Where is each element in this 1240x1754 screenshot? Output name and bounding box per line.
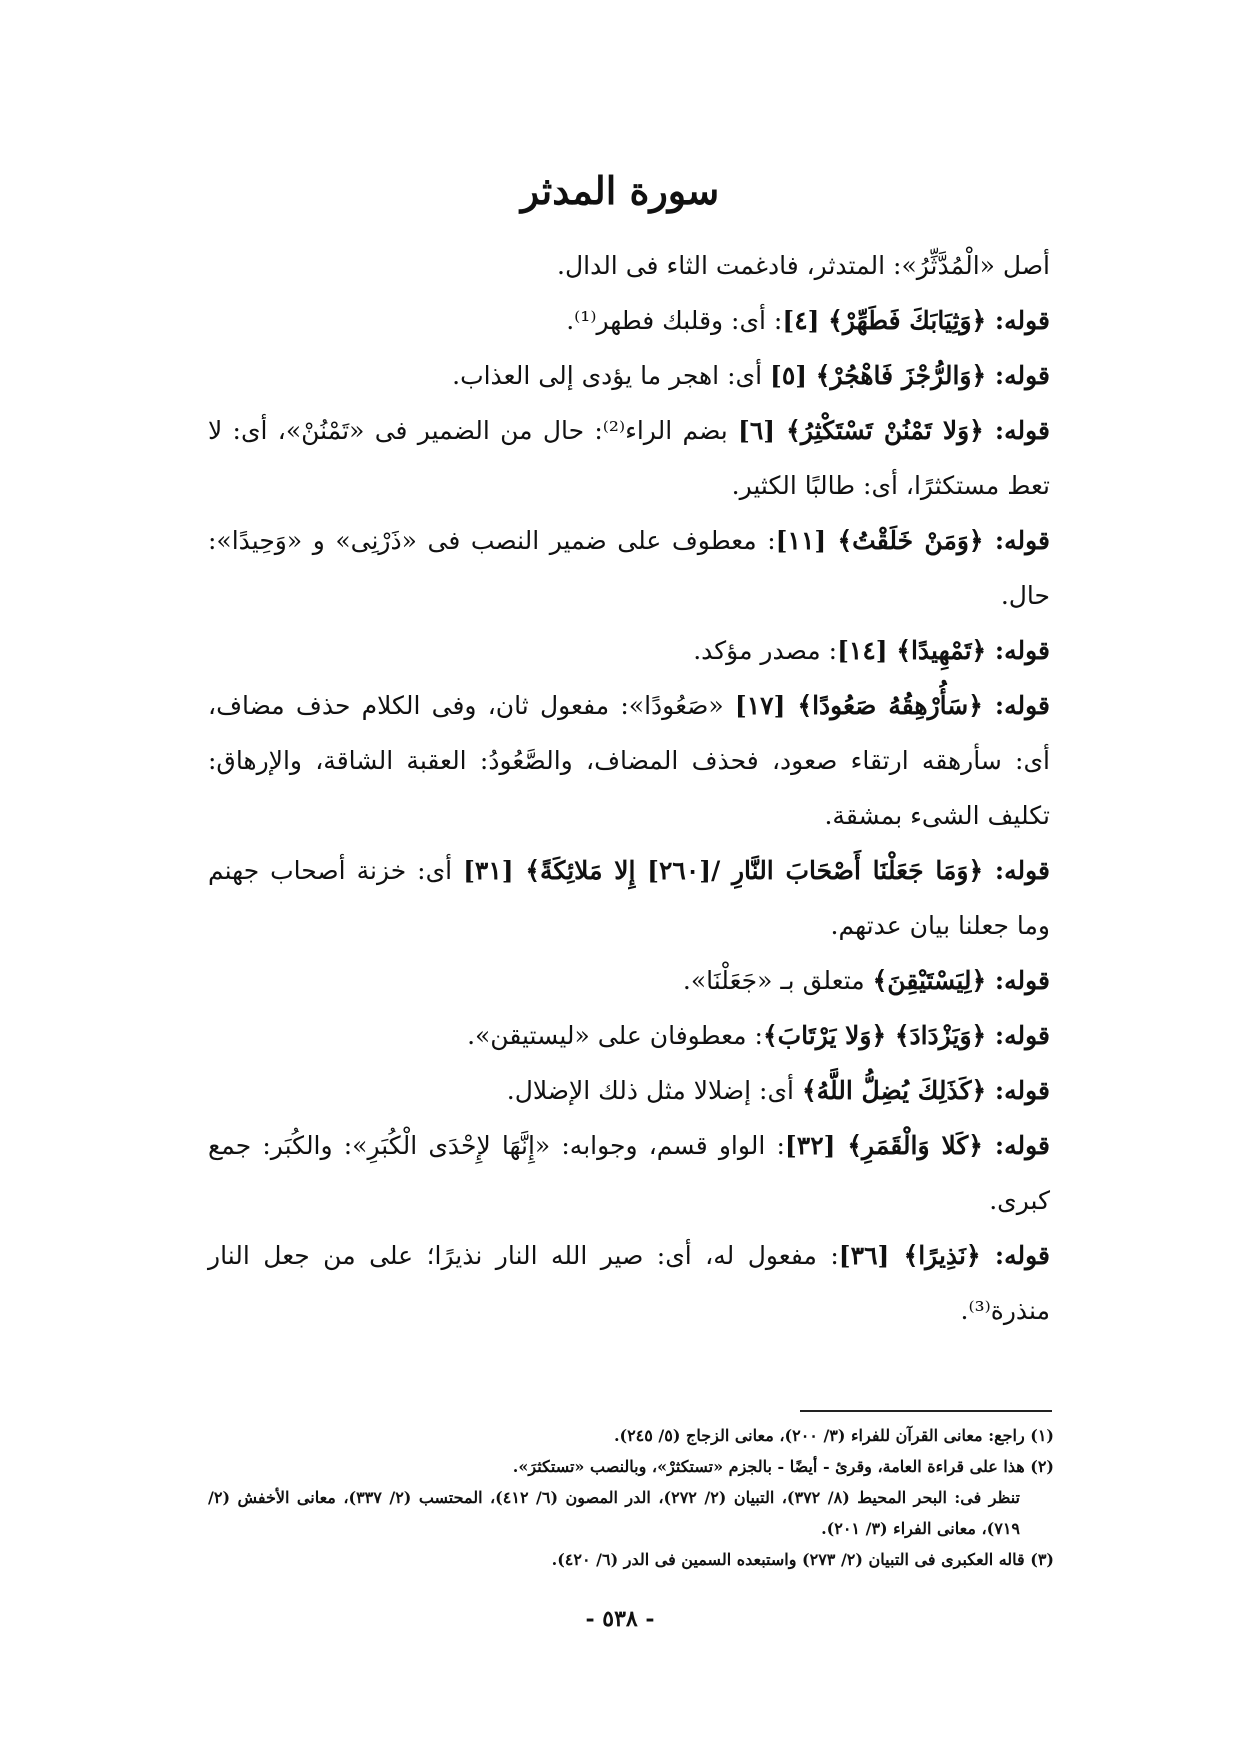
- ayah-number: [٦]: [738, 416, 787, 445]
- paragraph: [208, 238, 1050, 293]
- paragraph: [208, 1063, 1050, 1118]
- paragraph: [208, 1118, 1050, 1228]
- paragraph-text: : الواو قسم، وجوابه: «إِنَّهَا لإِحْدَى الْكُبَرِ»: والكُبَر: جمع كبرى.: [208, 1131, 1050, 1215]
- paragraph-label: قوله:: [982, 1131, 1050, 1160]
- footnote: (٣) قاله العكبرى فى التبيان (٢/ ٢٧٣) واستبعده السمين فى الدر (٦/ ٤٢٠).: [551, 1550, 1054, 1569]
- paragraph-text: : أى: وقلبك فطهر⁽¹⁾.: [566, 306, 783, 335]
- page-number: - ٥٣٨ -: [585, 1606, 655, 1632]
- ayah-number: [١٧]: [734, 691, 798, 720]
- ayah-quote: ﴿كَلا وَالْقَمَرِ﴾: [847, 1131, 983, 1160]
- paragraph: [208, 513, 1050, 623]
- paragraph: [208, 953, 1050, 1008]
- footnote-continuation: تنظر فى: البحر المحيط (٨/ ٣٧٢)، التبيان (٢/ ٢٧٢)، الدر المصون (٦/ ٤١٢)، المحتسب (٢/ ٣٣٧)، معانى الأخفش (٢/ ٧١٩)، معانى الفراء (٣/ ٢٠١).: [208, 1488, 1021, 1538]
- paragraph: [208, 1228, 1050, 1338]
- footnote: (٢) هذا على قراءة العامة، وقرئ - أيضًا - بالجزم «تستكثرْ»، وبالنصب «تستكثرَ».: [512, 1457, 1054, 1476]
- ayah-quote: ﴿وَلا تَمْنُنْ تَسْتَكْثِرُ﴾: [786, 416, 984, 445]
- paragraph-label: قوله:: [983, 526, 1050, 555]
- paragraph-label: قوله:: [983, 416, 1050, 445]
- paragraph: [208, 623, 1050, 678]
- paragraph: [208, 678, 1050, 843]
- ayah-quote: ﴿وَالرُّجْزَ فَاهْجُرْ﴾: [815, 361, 987, 390]
- main-text: [208, 238, 1050, 1338]
- ayah-quote: ﴿نَذِيرًا﴾: [903, 1241, 981, 1270]
- ayah-number: [٣٢]: [784, 1131, 848, 1160]
- ayah-quote: ﴿لِيَسْتَيْقِنَ﴾: [872, 966, 987, 995]
- ayah-quote: ﴿تَمْهِيدًا﴾: [896, 636, 987, 665]
- ayah-quote: ﴿وَمَا جَعَلْنَا أَصْحَابَ النَّارِ /[٢٦٠] إِلا مَلائِكَةً﴾: [525, 856, 984, 885]
- paragraph-label: قوله:: [986, 1076, 1050, 1105]
- paragraph-text: «صَعُودًا»: مفعول ثان، وفى الكلام حذف مضاف، أى: سأرهقه ارتقاء صعود، فحذف المضاف، والصَّعُودُ: العقبة الشاقة، والإرهاق: تكليف الشىء بمشقة.: [208, 691, 1050, 830]
- footnote-separator: [800, 1410, 1052, 1412]
- ayah-quote: ﴿وَمَنْ خَلَقْتُ﴾: [837, 526, 984, 555]
- paragraph-label: قوله:: [980, 1241, 1050, 1270]
- paragraph-text: : معطوف على ضمير النصب فى «ذَرْنِى» و «وَحِيدًا»: حال.: [208, 526, 1050, 610]
- paragraph-text: أصل «الْمُدَّثِّرُ»: المتدثر، فادغمت الثاء فى الدال.: [557, 251, 1050, 280]
- paragraph-text: : معطوفان على «ليستيقن».: [467, 1021, 763, 1050]
- paragraph-text: متعلق بـ «جَعَلْنَا».: [682, 966, 873, 995]
- paragraph-text: : مفعول له، أى: صير الله النار نذيرًا؛ على من جعل النار منذرة⁽³⁾.: [208, 1241, 1050, 1325]
- paragraph-label: قوله:: [986, 361, 1050, 390]
- page-title: سورة المدثر: [520, 168, 720, 213]
- ayah-number: [٣٦]: [838, 1241, 904, 1270]
- ayah-quote: ﴿وَيَزْدَادَ﴾ ﴿وَلا يَرْتَابَ﴾: [762, 1021, 987, 1050]
- paragraph: [208, 293, 1050, 348]
- ayah-number: [٣١]: [463, 856, 526, 885]
- ayah-number: [٥]: [769, 361, 816, 390]
- ayah-quote: ﴿سَأُرْهِقُهُ صَعُودًا﴾: [797, 691, 983, 720]
- paragraph-text: بضم الراء⁽²⁾: حال من الضمير فى «تَمْنُنْ»، أى: لا تعط مستكثرًا، أى: طالبًا الكثير.: [208, 416, 1050, 500]
- footnote: (١) راجع: معانى القرآن للفراء (٣/ ٢٠٠)، معانى الزجاج (٥/ ٢٤٥).: [613, 1426, 1054, 1445]
- ayah-number: [٤]: [782, 306, 829, 335]
- paragraph-text: : مصدر مؤكد.: [693, 636, 838, 665]
- paragraph-label: قوله:: [986, 966, 1050, 995]
- ayah-number: [١٤]: [837, 636, 897, 665]
- ayah-quote: ﴿وَثِيَابَكَ فَطَهِّرْ﴾: [828, 306, 987, 335]
- paragraph-label: قوله:: [983, 856, 1050, 885]
- ayah-quote: ﴿كَذَلِكَ يُضِلُّ اللَّهُ﴾: [801, 1076, 987, 1105]
- paragraph-text: أى: خزنة أصحاب جهنم وما جعلنا بيان عدتهم.: [208, 856, 1050, 940]
- paragraph-label: قوله:: [986, 306, 1050, 335]
- paragraph: [208, 843, 1050, 953]
- paragraph-label: قوله:: [986, 1021, 1050, 1050]
- ayah-number: [١١]: [775, 526, 838, 555]
- footnotes: [208, 1420, 1054, 1575]
- paragraph-text: أى: إضلالا مثل ذلك الإضلال.: [506, 1076, 802, 1105]
- paragraph-text: أى: اهجر ما يؤدى إلى العذاب.: [452, 361, 770, 390]
- paragraph: [208, 348, 1050, 403]
- paragraph-label: قوله:: [982, 691, 1050, 720]
- paragraph-label: قوله:: [986, 636, 1050, 665]
- paragraph: [208, 1008, 1050, 1063]
- paragraph: [208, 403, 1050, 513]
